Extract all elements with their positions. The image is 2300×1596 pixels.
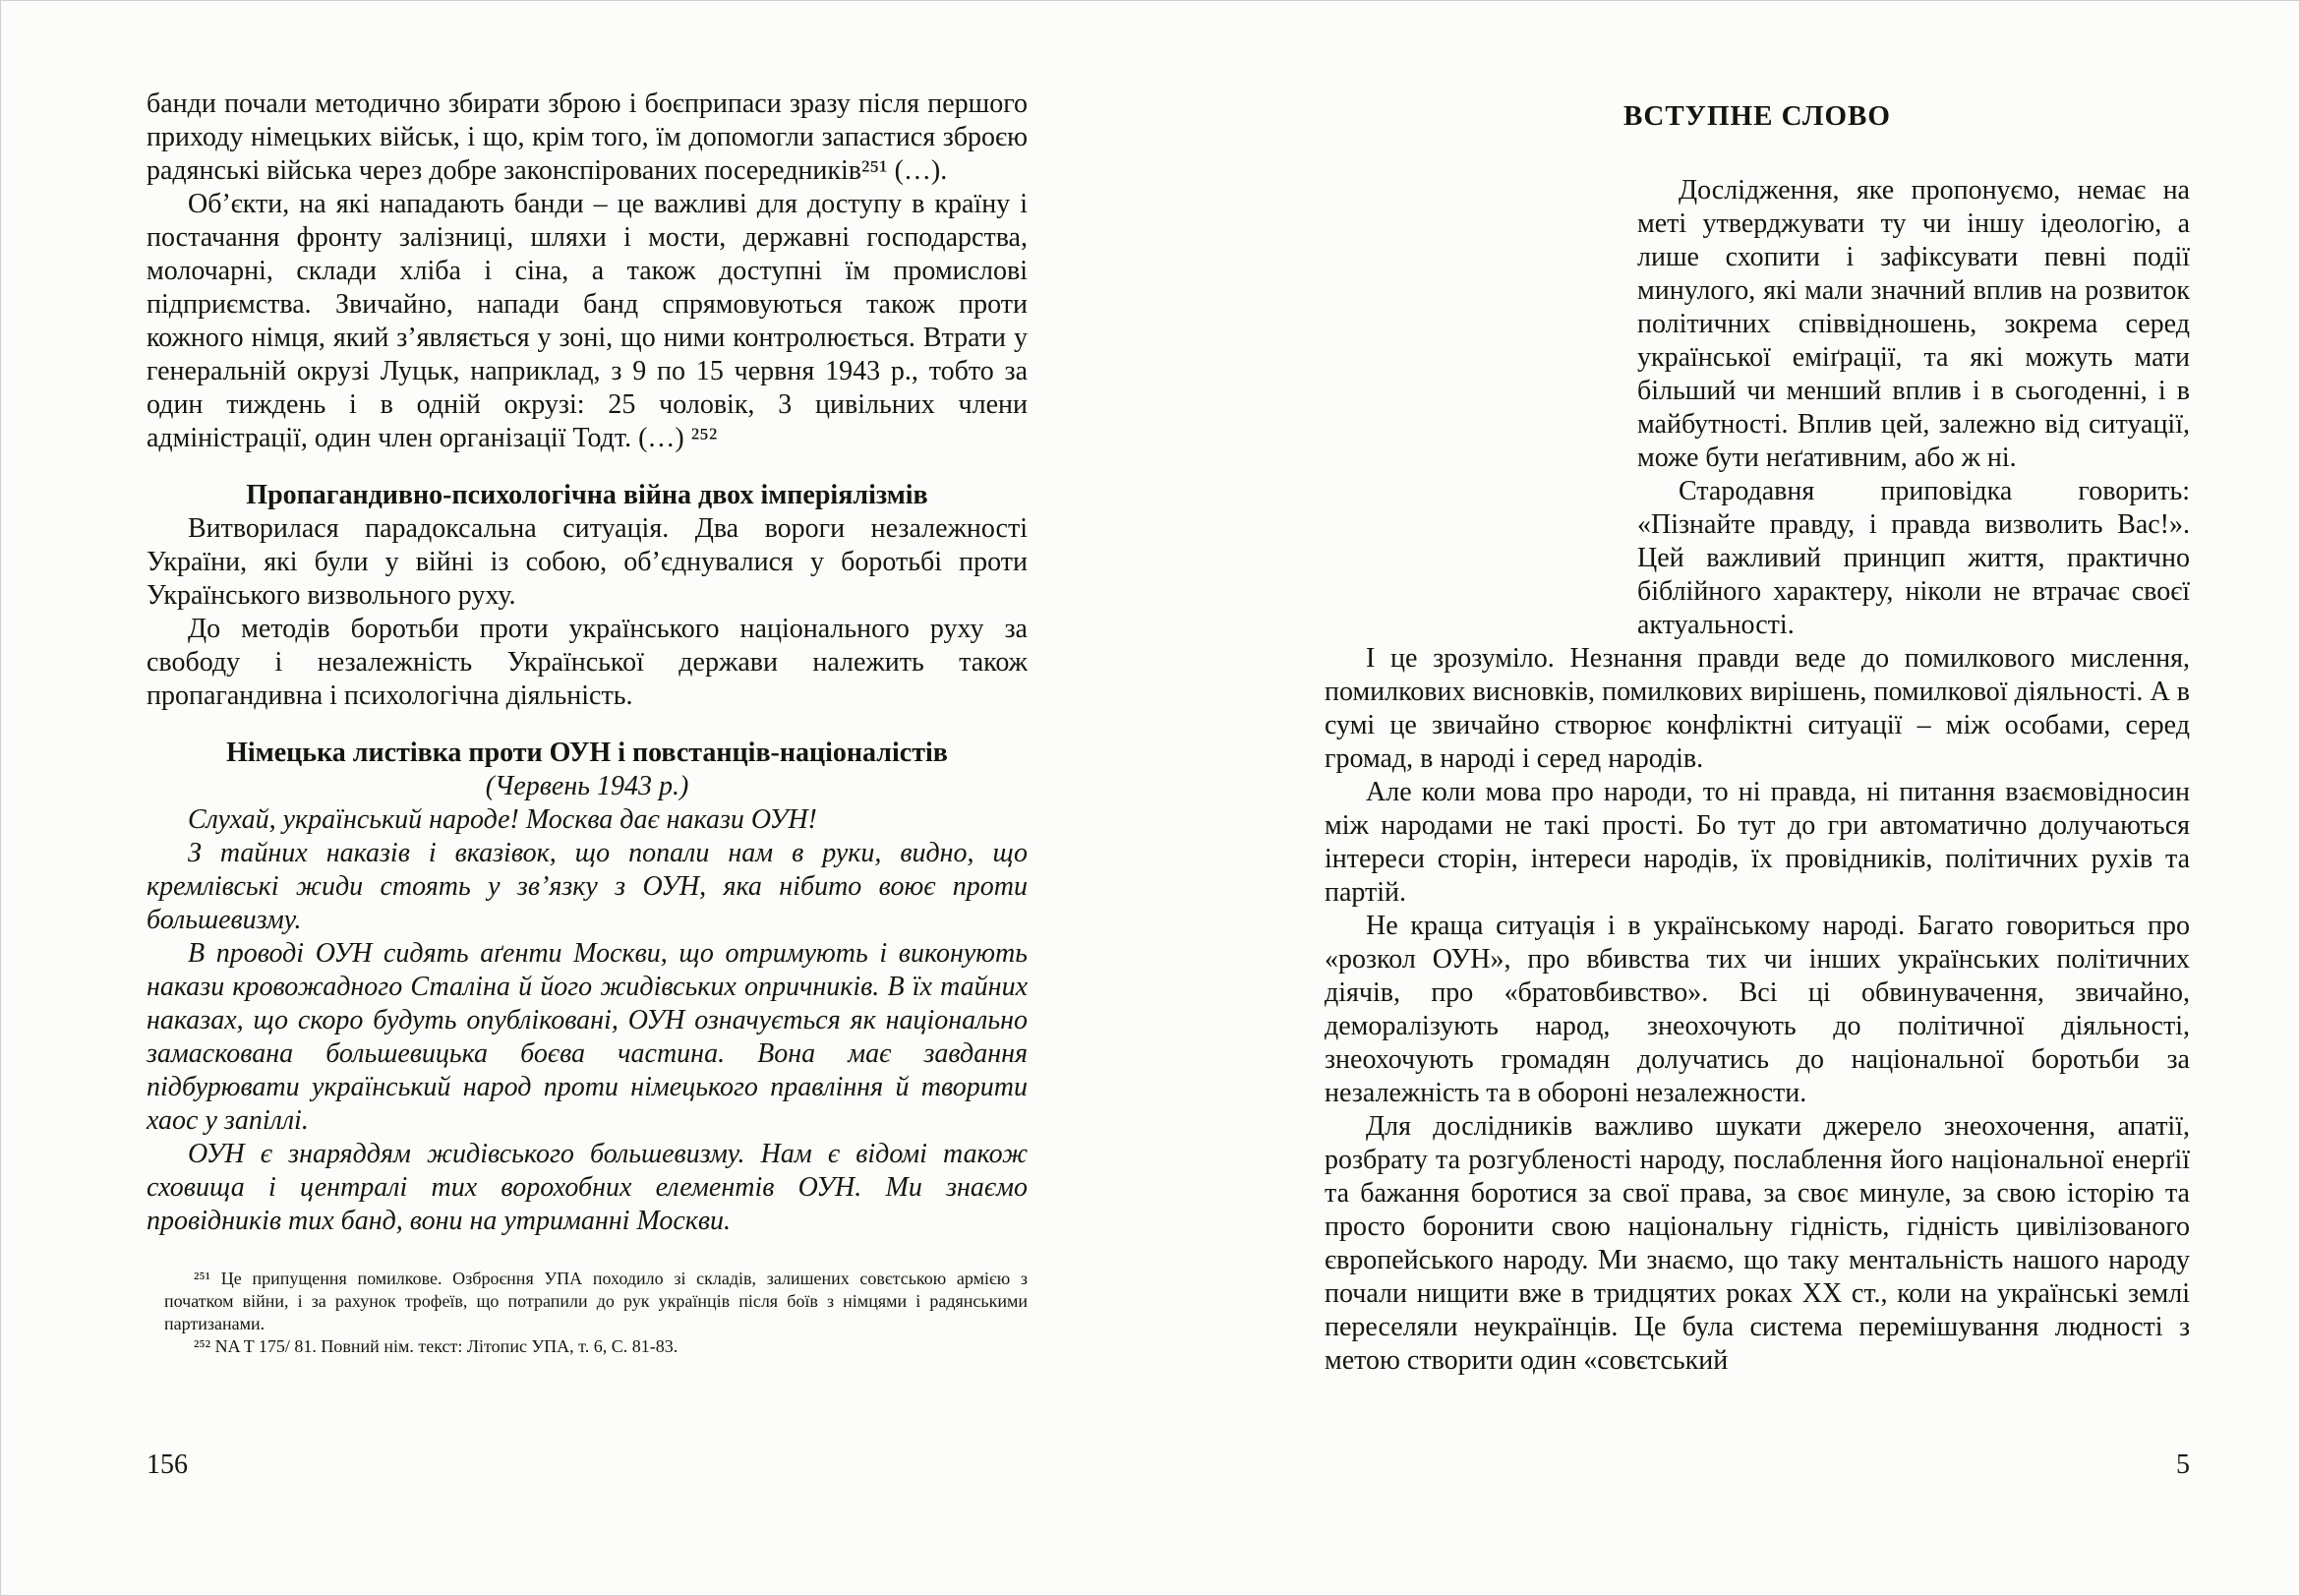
section-heading-german-leaflet: Німецька листівка проти ОУН і повстанців-націоналістів	[226, 738, 948, 768]
leaflet-paragraph: З тайних наказів і вказівок, що попали нам в руки, видно, що кремлівські жиди стоять у зв’язку з ОУН, яка нібито воює проти большевизму.	[147, 838, 1028, 935]
leaflet-paragraph: В проводі ОУН сидять аґенти Москви, що отримують і виконують накази кровожадного Сталіна й його жидівських опричників. В їх тайних наказах, що скоро будуть опубліковані, ОУН означується як національно замаскована большевицька боєва частина. Вона має завдання підбурювати український народ проти німецького правління й творити хаос у запіллі.	[147, 938, 1028, 1136]
paragraph-paradox: Витворилася парадоксальна ситуація. Два вороги незалежності України, які були у війні із собою, об’єднувалися у боротьбі проти Українського визвольного руху.	[147, 513, 1028, 611]
paragraph: Не краща ситуація і в українському народі. Багато говориться про «розкол ОУН», про вбивства тих чи інших українських політичних діячів, про «братовбивство». Всі ці обвинувачення, звичайно, деморалізують народ, знеохочують до політичної діяльності, знеохочують громадян долучатись до національної боротьби за незалежність та в обороні незалежности.	[1325, 911, 2190, 1108]
paragraph: І це зрозуміло. Незнання правди веде до помилкового мислення, помилкових висновків, помилкових вирішень, помилкової діяльності. А в сумі це звичайно створює конфліктні ситуації – між особами, серед громад, в народі і серед народів.	[1325, 643, 2190, 774]
epigraph-paragraph: Дослідження, яке пропонуємо, немає на меті утверджувати ту чи іншу ідеологію, а лише схопити і зафіксувати певні події минулого, які мали значний вплив на розвиток політичних співвідношень, зокрема серед української еміґрації, та які можуть мати більший чи менший вплив і в сьогоденні, і в майбутності. Вплив цей, залежно від ситуації, може бути неґативним, або ж ні.	[1637, 175, 2190, 473]
left-page	[147, 88, 1028, 1358]
paragraph: Для дослідників важливо шукати джерело знеохочення, апатії, розбрату та розгубленості народу, послаблення його національної енерґії та бажання боротися за свої права, за своє минуле, за свою історію та просто боронити свою національну гідність, гідність цивілізованого європейського народу. Ми знаємо, що таку ментальність нашого народу почали нищити вже в тридцятих роках ХХ ст., коли на українські землі переселяли неукраїнців. Це була система перемішування людності з метою створити один «совєтський	[1325, 1111, 2190, 1376]
section-heading-propaganda-war: Пропагандивно-психологічна війна двох імперіялізмів	[246, 480, 928, 510]
leaflet-paragraph: Слухай, український народе! Москва дає накази ОУН!	[188, 804, 817, 835]
epigraph-paragraph: Стародавня приповідка говорить: «Пізнайте правду, і правда визволить Вас!». Цей важливий принцип життя, практично біблійного характеру, ніколи не втрачає своєї актуальності.	[1637, 476, 2190, 640]
leaflet-paragraph: ОУН є знаряддям жидівського большевизму. Нам є відомі також сховища і централі тих ворохобних елементів ОУН. Ми знаємо провідників тих банд, вони на утриманні Москви.	[147, 1139, 1028, 1236]
footnotes-block	[147, 1268, 1028, 1358]
paragraph-methods: До методів боротьби проти українського національного руху за свободу і незалежність Української держави належить також пропагандивна і психологічна діяльність.	[147, 614, 1028, 711]
right-page	[1325, 88, 2190, 1378]
footnote: ²⁵¹ Це припущення помилкове. Озброєння УПА походило зі складів, залишених совєтською армією з початком війни, і за рахунок трофеїв, що потрапили до рук українців після боїв з німцями і радянськими партизанами.	[164, 1269, 1028, 1333]
page-number-right: 5	[2176, 1449, 2190, 1480]
leaflet-date: (Червень 1943 р.)	[485, 771, 689, 801]
footnote: ²⁵² NA T 175/ 81. Повний нім. текст: Літопис УПА, т. 6, С. 81-83.	[194, 1336, 678, 1356]
paragraph: Але коли мова про народи, то ні правда, ні питання взаємовідносин між народами не такі прості. Бо тут до гри автоматично долучаються інтереси сторін, інтереси народів, їх провідників, політичних рухів та партій.	[1325, 777, 2190, 908]
paragraph-objects: Об’єкти, на які нападають банди – це важливі для доступу в країну і постачання фронту залізниці, шляхи і мости, державні господарства, молочарні, склади хліба і сіна, а також доступні їм промислові підприємства. Звичайно, напади банд спрямовуються також проти кожного німця, який з’являється у зоні, що ними контролюється. Втрати у генеральній окрузі Луцьк, наприклад, з 9 по 15 червня 1943 р., тобто за один тиждень і в одній окрузі: 25 чоловік, 3 цивільних члени адміністрації, один член організації Тодт. (…) ²⁵²	[147, 189, 1028, 453]
page-number-left: 156	[147, 1449, 188, 1480]
paragraph-continuation: банди почали методично збирати зброю і боєприпаси зразу після першого приходу німецьких військ, і що, крім того, їм допомогли запастися зброєю радянські війська через добре законспірованих посередників²⁵¹ (…).	[147, 89, 1028, 186]
chapter-title: ВСТУПНЕ СЛОВО	[1623, 100, 1891, 132]
